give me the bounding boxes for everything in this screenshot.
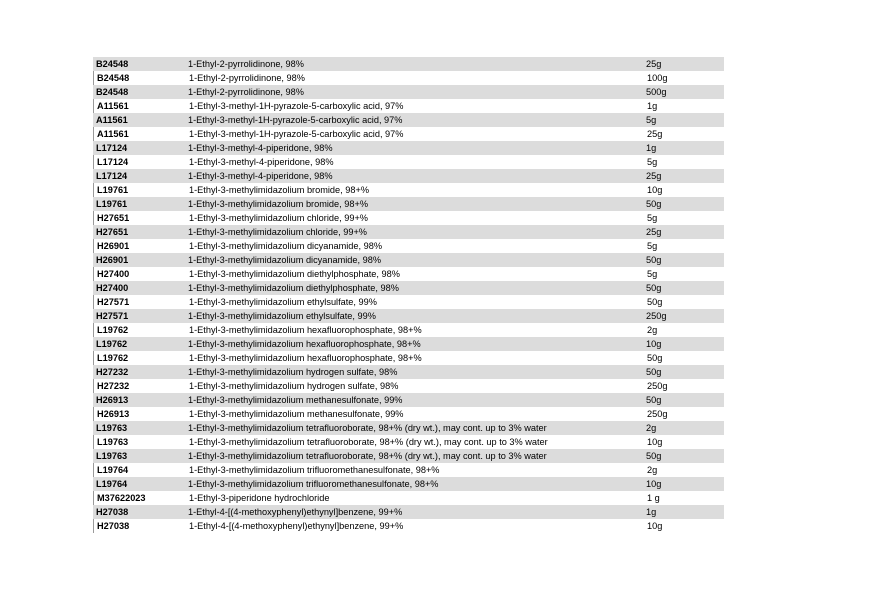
catalog-number: H27038 <box>96 507 129 517</box>
table-row <box>93 295 724 309</box>
catalog-number: H26913 <box>96 395 129 405</box>
product-name: 1-Ethyl-3-methylimidazolium hexafluorophosphate, 98+% <box>189 325 422 335</box>
package-size: 250g <box>646 311 667 321</box>
table-row <box>93 239 724 253</box>
product-name: 1-Ethyl-2-pyrrolidinone, 98% <box>189 73 305 83</box>
catalog-number: L19761 <box>96 199 128 209</box>
table-row <box>93 127 724 141</box>
package-size: 1 g <box>647 493 660 503</box>
table-row <box>93 365 724 379</box>
catalog-number: H27400 <box>97 269 130 279</box>
package-size: 50g <box>646 395 662 405</box>
product-name: 1-Ethyl-3-methylimidazolium ethylsulfate, 99% <box>188 311 376 321</box>
package-size: 25g <box>646 171 662 181</box>
package-size: 50g <box>646 283 662 293</box>
table-row <box>93 379 724 393</box>
product-name: 1-Ethyl-3-methylimidazolium diethylphosphate, 98% <box>189 269 400 279</box>
package-size: 5g <box>647 269 658 279</box>
product-name: 1-Ethyl-3-piperidone hydrochloride <box>189 493 330 503</box>
package-size: 50g <box>647 353 663 363</box>
product-name: 1-Ethyl-3-methyl-1H-pyrazole-5-carboxylic acid, 97% <box>189 101 404 111</box>
catalog-number: L17124 <box>96 143 128 153</box>
product-name: 1-Ethyl-3-methylimidazolium bromide, 98+% <box>188 199 368 209</box>
table-row <box>93 141 724 155</box>
table-row <box>93 323 724 337</box>
package-size: 50g <box>647 297 663 307</box>
catalog-number: H27651 <box>97 213 130 223</box>
table-row <box>93 407 724 421</box>
package-size: 50g <box>646 255 662 265</box>
package-size: 10g <box>646 479 662 489</box>
product-name: 1-Ethyl-3-methylimidazolium ethylsulfate, 99% <box>189 297 377 307</box>
package-size: 100g <box>647 73 668 83</box>
package-size: 50g <box>646 199 662 209</box>
catalog-number: L19764 <box>97 465 129 475</box>
product-name: 1-Ethyl-3-methylimidazolium chloride, 99+% <box>189 213 368 223</box>
table-row <box>93 197 724 211</box>
package-size: 10g <box>647 185 663 195</box>
catalog-number: L19762 <box>96 339 128 349</box>
product-name: 1-Ethyl-3-methyl-4-piperidone, 98% <box>189 157 334 167</box>
package-size: 1g <box>647 101 658 111</box>
table-row <box>93 421 724 435</box>
table-row <box>93 57 724 71</box>
package-size: 2g <box>647 465 658 475</box>
package-size: 250g <box>647 381 668 391</box>
catalog-number: L17124 <box>97 157 129 167</box>
catalog-number: H27651 <box>96 227 129 237</box>
table-row <box>93 337 724 351</box>
package-size: 25g <box>647 129 663 139</box>
package-size: 25g <box>646 59 662 69</box>
table-row <box>93 435 724 449</box>
product-name: 1-Ethyl-2-pyrrolidinone, 98% <box>188 87 304 97</box>
product-name: 1-Ethyl-3-methyl-4-piperidone, 98% <box>188 143 333 153</box>
package-size: 5g <box>647 213 658 223</box>
package-size: 10g <box>647 437 663 447</box>
table-row <box>93 71 724 85</box>
product-name: 1-Ethyl-3-methylimidazolium diethylphosphate, 98% <box>188 283 399 293</box>
table-row <box>93 505 724 519</box>
table-row <box>93 99 724 113</box>
catalog-number: M37622023 <box>97 493 146 503</box>
table-row <box>93 477 724 491</box>
product-name: 1-Ethyl-3-methylimidazolium tetrafluoroborate, 98+% (dry wt.), may cont. up to 3% water <box>189 437 548 447</box>
catalog-number: B24548 <box>97 73 130 83</box>
product-name: 1-Ethyl-3-methyl-4-piperidone, 98% <box>188 171 333 181</box>
product-name: 1-Ethyl-4-[(4-methoxyphenyl)ethynyl]benzene, 99+% <box>189 521 404 531</box>
package-size: 25g <box>646 227 662 237</box>
table-row <box>93 225 724 239</box>
product-name: 1-Ethyl-3-methylimidazolium tetrafluoroborate, 98+% (dry wt.), may cont. up to 3% water <box>188 423 547 433</box>
package-size: 250g <box>647 409 668 419</box>
table-row <box>93 393 724 407</box>
catalog-number: L17124 <box>96 171 128 181</box>
catalog-number: H27232 <box>97 381 130 391</box>
product-name: 1-Ethyl-2-pyrrolidinone, 98% <box>188 59 304 69</box>
catalog-number: L19763 <box>96 423 128 433</box>
product-name: 1-Ethyl-3-methylimidazolium dicyanamide, 98% <box>188 255 382 265</box>
catalog-number: A11561 <box>97 101 129 111</box>
package-size: 2g <box>647 325 658 335</box>
product-name: 1-Ethyl-3-methylimidazolium chloride, 99+% <box>188 227 367 237</box>
catalog-number: H27400 <box>96 283 129 293</box>
package-size: 500g <box>646 87 667 97</box>
table-row <box>93 85 724 99</box>
package-size: 50g <box>646 367 662 377</box>
catalog-number: L19764 <box>96 479 128 489</box>
table-row <box>93 309 724 323</box>
package-size: 10g <box>646 339 662 349</box>
package-size: 2g <box>646 423 657 433</box>
package-size: 1g <box>646 143 657 153</box>
product-name: 1-Ethyl-3-methylimidazolium tetrafluoroborate, 98+% (dry wt.), may cont. up to 3% water <box>188 451 547 461</box>
table-row <box>93 113 724 127</box>
product-name: 1-Ethyl-3-methylimidazolium bromide, 98+% <box>189 185 369 195</box>
catalog-number: H27571 <box>97 297 130 307</box>
product-name: 1-Ethyl-3-methylimidazolium methanesulfonate, 99% <box>188 395 403 405</box>
catalog-number: H27232 <box>96 367 129 377</box>
package-size: 10g <box>647 521 663 531</box>
catalog-number: B24548 <box>96 87 129 97</box>
table-row <box>93 519 724 533</box>
package-size: 1g <box>646 507 657 517</box>
package-size: 5g <box>646 115 657 125</box>
table-row <box>93 351 724 365</box>
table-row <box>93 463 724 477</box>
product-name: 1-Ethyl-3-methylimidazolium trifluoromethanesulfonate, 98+% <box>188 479 439 489</box>
catalog-number: L19763 <box>96 451 128 461</box>
product-name: 1-Ethyl-3-methylimidazolium hexafluorophosphate, 98+% <box>188 339 421 349</box>
product-name: 1-Ethyl-4-[(4-methoxyphenyl)ethynyl]benzene, 99+% <box>188 507 403 517</box>
catalog-number: L19761 <box>97 185 129 195</box>
product-name: 1-Ethyl-3-methylimidazolium methanesulfonate, 99% <box>189 409 404 419</box>
package-size: 50g <box>646 451 662 461</box>
package-size: 5g <box>647 157 658 167</box>
catalog-number: H26901 <box>97 241 130 251</box>
table-row <box>93 491 724 505</box>
table-row <box>93 183 724 197</box>
product-name: 1-Ethyl-3-methylimidazolium trifluoromethanesulfonate, 98+% <box>189 465 440 475</box>
product-name: 1-Ethyl-3-methylimidazolium dicyanamide, 98% <box>189 241 383 251</box>
catalog-number: L19762 <box>97 325 129 335</box>
catalog-number: A11561 <box>97 129 129 139</box>
table-row <box>93 155 724 169</box>
catalog-number: L19763 <box>97 437 129 447</box>
catalog-number: B24548 <box>96 59 129 69</box>
product-name: 1-Ethyl-3-methyl-1H-pyrazole-5-carboxylic acid, 97% <box>189 129 404 139</box>
product-name: 1-Ethyl-3-methylimidazolium hexafluorophosphate, 98+% <box>189 353 422 363</box>
catalog-number: A11561 <box>96 115 128 125</box>
table-row <box>93 253 724 267</box>
table-row <box>93 211 724 225</box>
table-row <box>93 449 724 463</box>
table-row <box>93 267 724 281</box>
catalog-number: H27038 <box>97 521 130 531</box>
table-row <box>93 169 724 183</box>
package-size: 5g <box>647 241 658 251</box>
catalog-number: H26913 <box>97 409 130 419</box>
product-name: 1-Ethyl-3-methylimidazolium hydrogen sulfate, 98% <box>189 381 399 391</box>
catalog-number: L19762 <box>97 353 129 363</box>
product-table <box>93 57 724 533</box>
product-name: 1-Ethyl-3-methylimidazolium hydrogen sulfate, 98% <box>188 367 398 377</box>
product-name: 1-Ethyl-3-methyl-1H-pyrazole-5-carboxylic acid, 97% <box>188 115 403 125</box>
catalog-number: H27571 <box>96 311 129 321</box>
catalog-number: H26901 <box>96 255 129 265</box>
table-row <box>93 281 724 295</box>
